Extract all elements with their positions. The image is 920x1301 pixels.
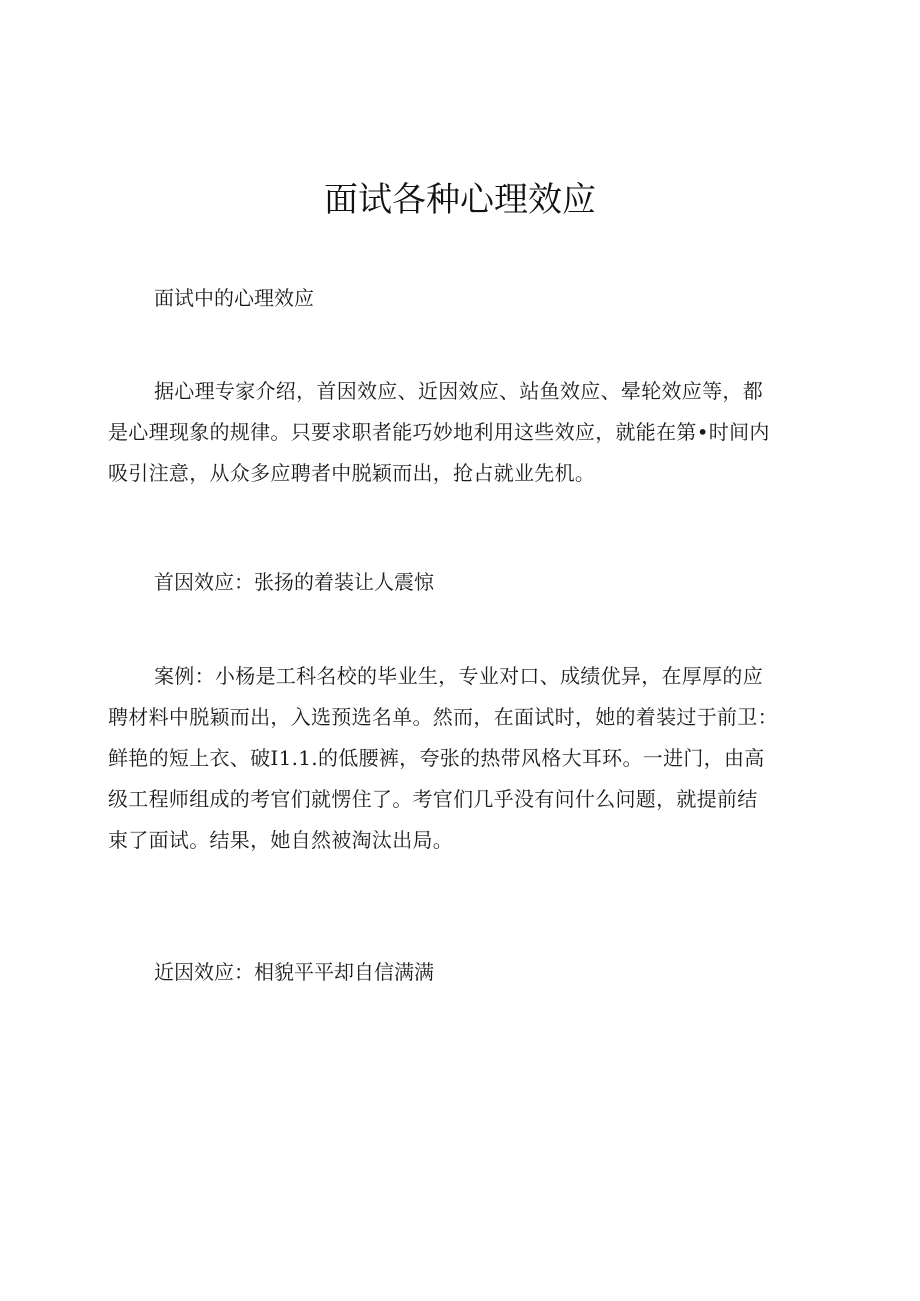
intro-line: 据心理专家介绍，首因效应、近因效应、站鱼效应、晕轮效应等，都 <box>154 379 763 403</box>
document-title: 面试各种心理效应 <box>324 180 596 220</box>
intro-line: 吸引注意，从众多应聘者中脱颖而出，抢占就业先机。 <box>108 461 596 485</box>
case-line: 级工程师组成的考官们就愣住了。考官们几乎没有问什么问题，就提前结 <box>108 787 758 811</box>
case-line: 聘材料中脱颖而出，入选预选名单。然而，在面试时，她的着装过于前卫： <box>108 705 778 729</box>
case-line: 束了面试。结果，她自然被淘汰出局。 <box>108 828 454 852</box>
recency-effect-heading: 近因效应：相貌平平却自信满满 <box>154 960 434 984</box>
primacy-effect-heading: 首因效应：张扬的着装让人震惊 <box>154 570 434 594</box>
intro-line: 是心理现象的规律。只要求职者能巧妙地利用这些效应，就能在第•时间内 <box>108 420 770 444</box>
case-line: 鲜艳的短上衣、破I1.1.的低腰裤，夸张的热带风格大耳环。一进门，由高 <box>108 746 765 770</box>
intro-paragraph <box>108 371 812 494</box>
case-line: 案例：小杨是工科名校的毕业生，专业对口、成绩优异，在厚厚的应 <box>154 664 763 688</box>
case-paragraph <box>108 656 812 861</box>
section-heading: 面试中的心理效应 <box>154 286 314 310</box>
